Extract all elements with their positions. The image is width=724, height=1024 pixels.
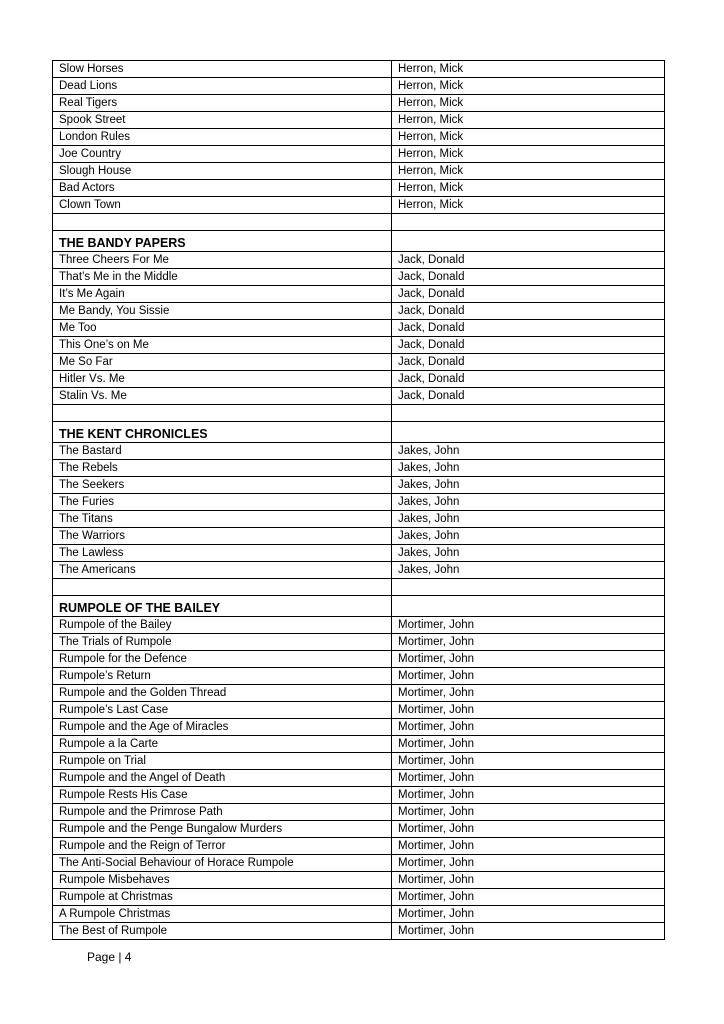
author-cell: Herron, Mick xyxy=(392,180,665,197)
book-title-cell: Dead Lions xyxy=(53,78,392,95)
table-row xyxy=(53,923,665,940)
book-title-cell: Real Tigers xyxy=(53,95,392,112)
table-row xyxy=(53,617,665,634)
spacer-row xyxy=(53,405,665,422)
table-row xyxy=(53,821,665,838)
table-row xyxy=(53,320,665,337)
author-cell: Herron, Mick xyxy=(392,197,665,214)
book-title-cell: Rumpole and the Primrose Path xyxy=(53,804,392,821)
table-row xyxy=(53,337,665,354)
author-cell: Mortimer, John xyxy=(392,804,665,821)
table-row xyxy=(53,770,665,787)
table-row xyxy=(53,354,665,371)
author-cell xyxy=(392,214,665,231)
book-title-cell: Spook Street xyxy=(53,112,392,129)
book-title-cell: Joe Country xyxy=(53,146,392,163)
author-cell: Mortimer, John xyxy=(392,770,665,787)
author-cell xyxy=(392,579,665,596)
book-title-cell: A Rumpole Christmas xyxy=(53,906,392,923)
book-title-cell: Stalin Vs. Me xyxy=(53,388,392,405)
book-title-cell: Clown Town xyxy=(53,197,392,214)
book-title-cell: The Furies xyxy=(53,494,392,511)
author-cell: Mortimer, John xyxy=(392,889,665,906)
table-row xyxy=(53,528,665,545)
author-cell: Jack, Donald xyxy=(392,337,665,354)
book-title-cell: The Trials of Rumpole xyxy=(53,634,392,651)
book-title-cell: That’s Me in the Middle xyxy=(53,269,392,286)
author-cell: Mortimer, John xyxy=(392,838,665,855)
book-title-cell: Me Too xyxy=(53,320,392,337)
table-row xyxy=(53,286,665,303)
author-cell: Herron, Mick xyxy=(392,112,665,129)
author-cell: Jack, Donald xyxy=(392,303,665,320)
table-row xyxy=(53,303,665,320)
author-cell: Jack, Donald xyxy=(392,286,665,303)
table-row xyxy=(53,787,665,804)
book-list-table xyxy=(52,60,665,940)
book-title-cell: The Best of Rumpole xyxy=(53,923,392,940)
author-cell: Herron, Mick xyxy=(392,163,665,180)
table-row xyxy=(53,702,665,719)
book-title-cell: Rumpole at Christmas xyxy=(53,889,392,906)
book-title-cell: This One’s on Me xyxy=(53,337,392,354)
table-row xyxy=(53,545,665,562)
table-row xyxy=(53,838,665,855)
table-row xyxy=(53,477,665,494)
table-row xyxy=(53,180,665,197)
author-cell: Jack, Donald xyxy=(392,269,665,286)
author-cell xyxy=(392,231,665,252)
table-row xyxy=(53,129,665,146)
book-title-cell: Rumpole and the Angel of Death xyxy=(53,770,392,787)
author-cell: Herron, Mick xyxy=(392,78,665,95)
table-row xyxy=(53,651,665,668)
author-cell: Jakes, John xyxy=(392,545,665,562)
book-list-body xyxy=(53,61,665,940)
series-heading-row xyxy=(53,596,665,617)
table-row xyxy=(53,753,665,770)
author-cell xyxy=(392,596,665,617)
table-row xyxy=(53,511,665,528)
series-heading: THE KENT CHRONICLES xyxy=(53,422,392,443)
table-row xyxy=(53,804,665,821)
author-cell: Mortimer, John xyxy=(392,787,665,804)
table-row xyxy=(53,562,665,579)
table-row xyxy=(53,719,665,736)
author-cell: Jack, Donald xyxy=(392,320,665,337)
author-cell: Jakes, John xyxy=(392,460,665,477)
book-title-cell: It’s Me Again xyxy=(53,286,392,303)
spacer-row xyxy=(53,214,665,231)
book-title-cell: Rumpole and the Penge Bungalow Murders xyxy=(53,821,392,838)
book-title-cell: Three Cheers For Me xyxy=(53,252,392,269)
book-title-cell: Slow Horses xyxy=(53,61,392,78)
series-heading-row xyxy=(53,231,665,252)
table-row xyxy=(53,685,665,702)
author-cell: Jakes, John xyxy=(392,528,665,545)
book-title-cell: Rumpole a la Carte xyxy=(53,736,392,753)
table-row xyxy=(53,889,665,906)
table-row xyxy=(53,668,665,685)
author-cell: Mortimer, John xyxy=(392,753,665,770)
author-cell: Herron, Mick xyxy=(392,129,665,146)
book-title-cell: Rumpole for the Defence xyxy=(53,651,392,668)
author-cell: Jakes, John xyxy=(392,562,665,579)
book-title-cell: The Anti-Social Behaviour of Horace Rumpole xyxy=(53,855,392,872)
book-title-cell: Rumpole on Trial xyxy=(53,753,392,770)
book-title-cell xyxy=(53,579,392,596)
author-cell: Mortimer, John xyxy=(392,685,665,702)
author-cell: Mortimer, John xyxy=(392,651,665,668)
author-cell: Mortimer, John xyxy=(392,736,665,753)
table-row xyxy=(53,163,665,180)
author-cell: Jack, Donald xyxy=(392,354,665,371)
book-title-cell: The Warriors xyxy=(53,528,392,545)
book-title-cell: The Rebels xyxy=(53,460,392,477)
table-row xyxy=(53,443,665,460)
author-cell xyxy=(392,422,665,443)
book-title-cell: Rumpole and the Reign of Terror xyxy=(53,838,392,855)
author-cell: Jakes, John xyxy=(392,443,665,460)
table-row xyxy=(53,634,665,651)
table-row xyxy=(53,252,665,269)
book-title-cell: The Titans xyxy=(53,511,392,528)
book-title-cell: Me Bandy, You Sissie xyxy=(53,303,392,320)
author-cell: Jakes, John xyxy=(392,511,665,528)
author-cell: Mortimer, John xyxy=(392,617,665,634)
table-row xyxy=(53,371,665,388)
author-cell: Jack, Donald xyxy=(392,252,665,269)
book-title-cell: The Americans xyxy=(53,562,392,579)
book-title-cell: The Lawless xyxy=(53,545,392,562)
spacer-row xyxy=(53,579,665,596)
book-title-cell xyxy=(53,214,392,231)
book-title-cell: The Bastard xyxy=(53,443,392,460)
author-cell: Jakes, John xyxy=(392,494,665,511)
book-title-cell: Rumpole’s Last Case xyxy=(53,702,392,719)
table-row xyxy=(53,906,665,923)
book-title-cell: Rumpole Rests His Case xyxy=(53,787,392,804)
table-row xyxy=(53,736,665,753)
table-row xyxy=(53,78,665,95)
author-cell: Jack, Donald xyxy=(392,388,665,405)
table-row xyxy=(53,112,665,129)
book-title-cell: London Rules xyxy=(53,129,392,146)
author-cell xyxy=(392,405,665,422)
book-title-cell: Bad Actors xyxy=(53,180,392,197)
book-title-cell: Rumpole and the Age of Miracles xyxy=(53,719,392,736)
table-row xyxy=(53,388,665,405)
table-row xyxy=(53,197,665,214)
book-title-cell: Rumpole of the Bailey xyxy=(53,617,392,634)
book-title-cell: Rumpole and the Golden Thread xyxy=(53,685,392,702)
table-row xyxy=(53,872,665,889)
table-row xyxy=(53,269,665,286)
author-cell: Mortimer, John xyxy=(392,634,665,651)
series-heading: RUMPOLE OF THE BAILEY xyxy=(53,596,392,617)
table-row xyxy=(53,494,665,511)
author-cell: Mortimer, John xyxy=(392,923,665,940)
author-cell: Herron, Mick xyxy=(392,146,665,163)
author-cell: Mortimer, John xyxy=(392,719,665,736)
author-cell: Mortimer, John xyxy=(392,906,665,923)
series-heading-row xyxy=(53,422,665,443)
table-row xyxy=(53,146,665,163)
author-cell: Jakes, John xyxy=(392,477,665,494)
series-heading: THE BANDY PAPERS xyxy=(53,231,392,252)
author-cell: Herron, Mick xyxy=(392,61,665,78)
table-row xyxy=(53,61,665,78)
book-title-cell: Rumpole’s Return xyxy=(53,668,392,685)
table-row xyxy=(53,855,665,872)
author-cell: Mortimer, John xyxy=(392,668,665,685)
page-number-footer: Page | 4 xyxy=(87,950,132,964)
table-row xyxy=(53,460,665,477)
book-title-cell xyxy=(53,405,392,422)
book-title-cell: Rumpole Misbehaves xyxy=(53,872,392,889)
book-title-cell: Slough House xyxy=(53,163,392,180)
book-title-cell: The Seekers xyxy=(53,477,392,494)
author-cell: Jack, Donald xyxy=(392,371,665,388)
book-title-cell: Me So Far xyxy=(53,354,392,371)
book-title-cell: Hitler Vs. Me xyxy=(53,371,392,388)
table-row xyxy=(53,95,665,112)
author-cell: Mortimer, John xyxy=(392,872,665,889)
author-cell: Mortimer, John xyxy=(392,702,665,719)
author-cell: Herron, Mick xyxy=(392,95,665,112)
author-cell: Mortimer, John xyxy=(392,821,665,838)
author-cell: Mortimer, John xyxy=(392,855,665,872)
